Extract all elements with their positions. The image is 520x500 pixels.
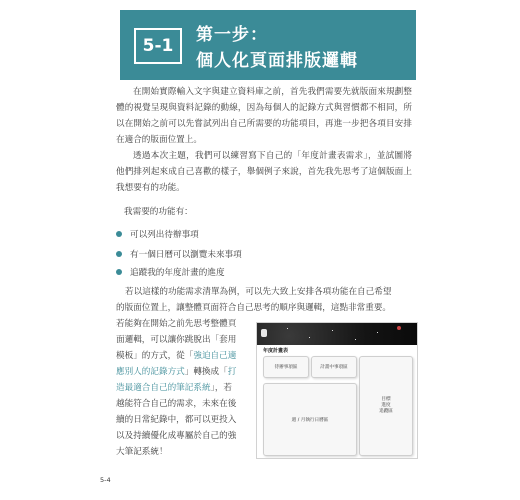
paragraph-3-line: 大筆記系統！ (116, 447, 168, 457)
bullet-dot-icon (116, 231, 122, 237)
section-title-line1: 第一步： (196, 25, 268, 45)
paragraph-3-line: 若以這樣的功能需求清單為例，可以先大致上安排各項功能在自己希望 (125, 287, 392, 297)
bullet-text: 可以列出待辦事項 (130, 230, 199, 240)
bullet-text: 追蹤我的年度計畫的進度 (130, 268, 225, 278)
page-number: 5-4 (100, 476, 111, 484)
bullet-item (116, 248, 242, 262)
bullet-text: 有一個日曆可以瀏覽未來事項 (130, 250, 242, 260)
paragraph-3-line: 應別人的記錄方式」轉換成「打 (116, 367, 237, 377)
feature-intro: 我需要的功能有： (124, 207, 193, 217)
section-header (120, 10, 416, 80)
layout-example-screenshot (256, 322, 418, 459)
todo-card: 待辦事項區 (263, 356, 309, 378)
screenshot-page-title: 年度計畫表 (263, 348, 289, 354)
section-number: 5-1 (134, 28, 182, 64)
paragraph-3-line: 面邏輯，可以讓你跳脫出「套用 (116, 335, 237, 345)
paragraph-3-line: 若能夠在開始之前先思考整體頁 (116, 319, 237, 329)
plan-card: 計畫中事項區 (311, 356, 357, 378)
progress-card: 目標 進度 追蹤區 (359, 356, 413, 456)
paragraph-3-line: 造最適合自己的筆記系統」，若 (116, 383, 233, 393)
paragraph-3-line: 的版面位置上，讓整體頁面符合自己思考的順序與邏輯，這點非常重要。 (116, 303, 392, 313)
paragraph-1: 在開始實際輸入文字與建立資料庫之前，首先我們需要先就版面來規劃整體的視覺呈現與資料記錄的動線，因為每個人的記錄方式與習慣都不相同，所以在開始之前可以先嘗試列出自己所需要的功能項目，再進一步把各項目安排在適合的版面位置上。 (116, 87, 412, 145)
paragraph-3-line: 以及持續優化成專屬於自己的強 (116, 431, 237, 441)
paragraph-3-line: 越能符合自己的需求，未來在後 (116, 399, 237, 409)
bullet-item (116, 228, 199, 242)
bullet-item (116, 266, 225, 280)
calendar-card: 週 / 月執行日曆區 (263, 383, 357, 456)
bullet-dot-icon (116, 251, 122, 257)
highlight-text: 應別人的記錄方式 (116, 367, 185, 377)
highlight-text: 造最適合自己的筆記系統 (116, 383, 211, 393)
cover-image (257, 323, 417, 345)
paragraph-2: 透過本次主題，我們可以練習寫下自己的「年度計畫表需求」，並試圖將他們排列起來成自己喜歡的樣子，舉個例子來說，首先我先思考了這個版面上我想要有的功能。 (116, 151, 412, 193)
astronaut-icon (261, 329, 267, 337)
paragraph-3-line: 續的日常紀錄中，都可以更投入 (116, 415, 237, 425)
section-title-line2: 個人化頁面排版邏輯 (196, 51, 358, 71)
highlight-text: 打 (227, 367, 237, 377)
highlight-text: 強迫自己適 (193, 351, 237, 361)
bullet-dot-icon (116, 269, 122, 275)
paragraph-3-line: 模板」的方式，從「強迫自己適 (116, 351, 237, 361)
planet-icon (397, 326, 401, 330)
